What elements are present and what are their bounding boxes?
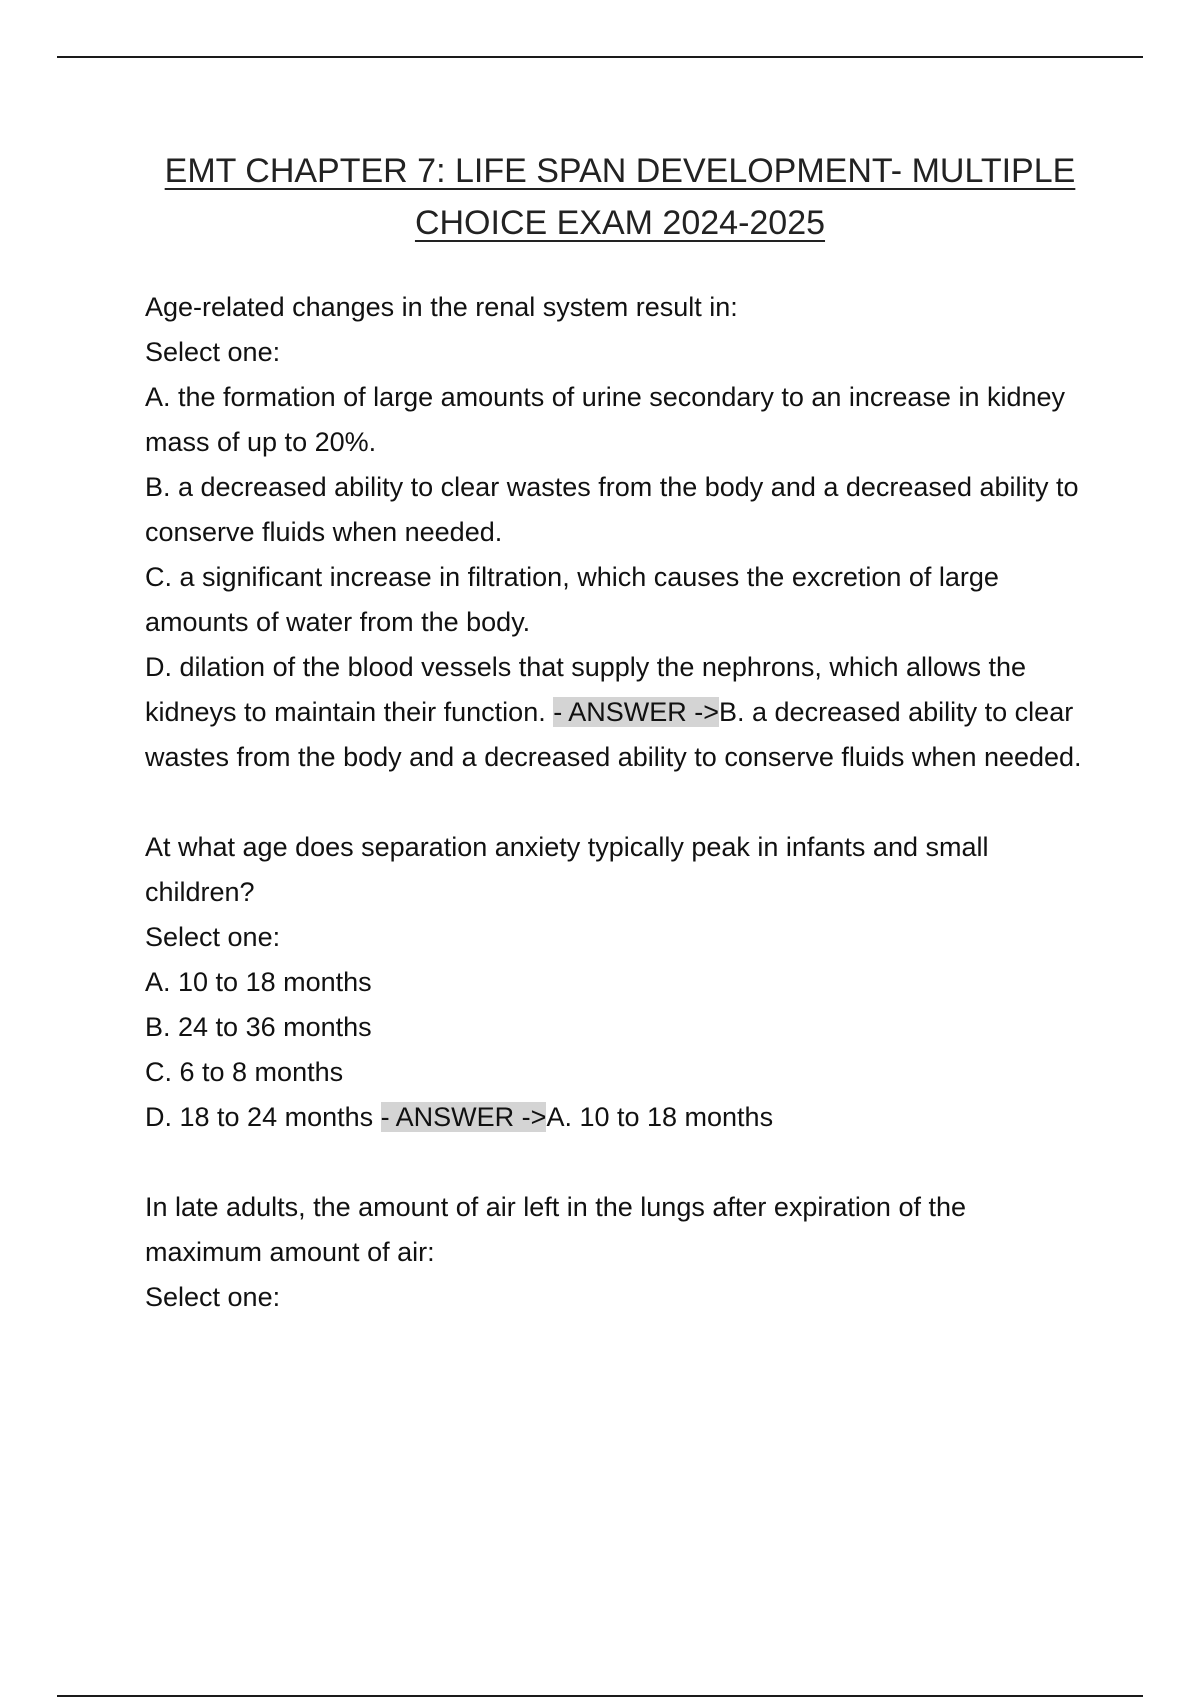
top-rule — [57, 56, 1143, 58]
option-a: A. the formation of large amounts of urine secondary to an increase in kidney mass of up to 20%. — [145, 382, 1066, 457]
title-line-1: EMT CHAPTER 7: LIFE SPAN DEVELOPMENT- MULTIPLE — [164, 152, 1076, 190]
select-one-label: Select one: — [145, 337, 281, 367]
title-line-2: CHOICE EXAM 2024-2025 — [414, 204, 826, 242]
answer-marker: - ANSWER -> — [380, 1102, 547, 1132]
question-3 — [145, 1185, 1085, 1320]
question-prompt: At what age does separation anxiety typically peak in infants and small children? — [145, 832, 989, 907]
option-b: B. a decreased ability to clear wastes from the body and a decreased ability to conserve fluids when needed. — [145, 472, 1079, 547]
question-2 — [145, 825, 1085, 1140]
option-b: B. 24 to 36 months — [145, 1012, 372, 1042]
page-title — [100, 145, 1140, 249]
option-c: C. a significant increase in filtration, which causes the excretion of large amounts of water from the body. — [145, 562, 999, 637]
question-prompt: Age-related changes in the renal system result in: — [145, 292, 738, 322]
answer-text: B. a decreased ability to clear wastes from the body and a decreased ability to conserve fluids when needed. — [145, 697, 1082, 772]
select-one-label: Select one: — [145, 922, 281, 952]
answer-marker: - ANSWER -> — [553, 697, 720, 727]
option-d-with-answer — [145, 1095, 1085, 1140]
option-a: A. 10 to 18 months — [145, 967, 372, 997]
answer-text: A. 10 to 18 months — [546, 1102, 774, 1132]
option-d: D. 18 to 24 months — [145, 1102, 374, 1132]
bottom-rule — [57, 1695, 1143, 1697]
question-1 — [145, 285, 1085, 780]
select-one-label: Select one: — [145, 1282, 281, 1312]
question-prompt: In late adults, the amount of air left in the lungs after expiration of the maximum amount of air: — [145, 1192, 966, 1267]
option-c: C. 6 to 8 months — [145, 1057, 344, 1087]
option-d: D. dilation of the blood vessels that supply the nephrons, which allows the kidneys to maintain their function. — [145, 652, 1027, 727]
question-list — [145, 285, 1085, 1365]
option-d-with-answer — [145, 645, 1085, 780]
